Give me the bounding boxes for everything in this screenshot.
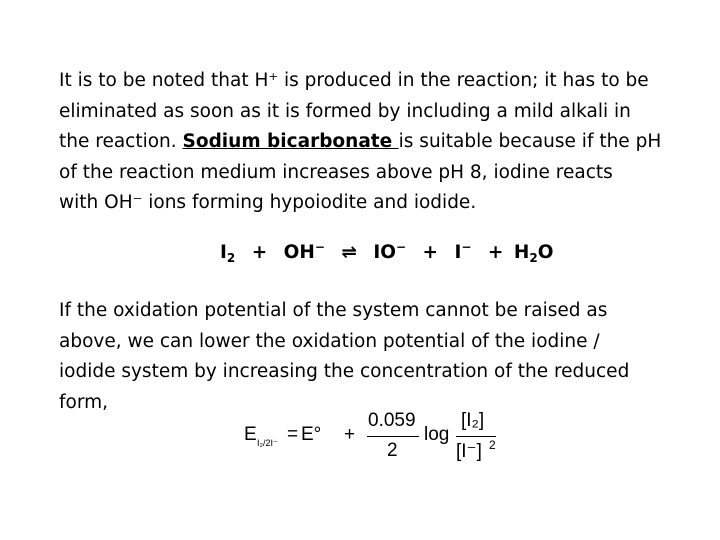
eq-iodine: I <box>220 242 227 263</box>
log-function: log <box>424 424 450 445</box>
fraction-denominator: 2 <box>387 440 398 461</box>
fraction-bar <box>367 436 419 437</box>
eq-plus: + <box>487 242 504 263</box>
text-line <box>59 127 699 158</box>
standard-potential: E° <box>301 424 322 445</box>
nernst-equation <box>244 408 504 468</box>
text-line: above, we can lower the oxidation potential of the iodine / <box>59 330 600 352</box>
eq-plus: + <box>251 242 268 263</box>
iodine-hydroxide-equation <box>220 240 553 265</box>
concentration-exponent: 2 <box>489 438 496 452</box>
eq-plus: + <box>422 242 439 263</box>
text-line: eliminated as soon as it is formed by including a mild alkali in <box>59 100 631 122</box>
equilibrium-arrow: ⇌ <box>341 242 357 263</box>
text-line: It is to be noted that H⁺ is produced in the reaction; it has to be <box>59 70 649 91</box>
text-line: form, <box>59 391 109 413</box>
text-segment: is suitable because if the pH <box>398 131 662 152</box>
plus-sign: + <box>344 424 356 445</box>
iodide-concentration: [I⁻] <box>456 441 482 462</box>
potential-subscript: I₂/2I⁻ <box>257 438 278 448</box>
paragraph-oxidation-potential <box>59 296 699 418</box>
eq-charge: − <box>396 240 407 254</box>
eq-subscript: 2 <box>226 251 236 265</box>
eq-hypoiodite: IO <box>373 242 396 263</box>
eq-hydrogen: H <box>513 242 530 263</box>
fraction-numerator: 0.059 <box>368 410 416 431</box>
sodium-bicarbonate-term: Sodium bicarbonate <box>182 131 399 152</box>
iodine-concentration: [I₂] <box>461 410 485 431</box>
eq-charge: − <box>314 240 325 254</box>
eq-charge: − <box>461 240 472 254</box>
eq-hydroxide: OH <box>283 242 315 263</box>
text-line: iodide system by increasing the concentration of the reduced <box>59 361 630 382</box>
fraction-bar <box>456 436 496 437</box>
potential-symbol: E <box>244 424 257 445</box>
paragraph-hydrogen-ion <box>59 66 699 219</box>
text-line: of the reaction medium increases above pH 8, iodine reacts <box>59 161 613 183</box>
text-line: If the oxidation potential of the system cannot be raised as <box>59 300 608 321</box>
text-segment: the reaction. <box>59 131 183 152</box>
eq-subscript: 2 <box>529 251 538 265</box>
eq-oxygen: O <box>537 242 554 263</box>
eq-iodide: I <box>454 242 462 263</box>
equals-sign: = <box>287 424 299 445</box>
text-line: with OH⁻ ions forming hypoiodite and iodide. <box>59 192 477 213</box>
